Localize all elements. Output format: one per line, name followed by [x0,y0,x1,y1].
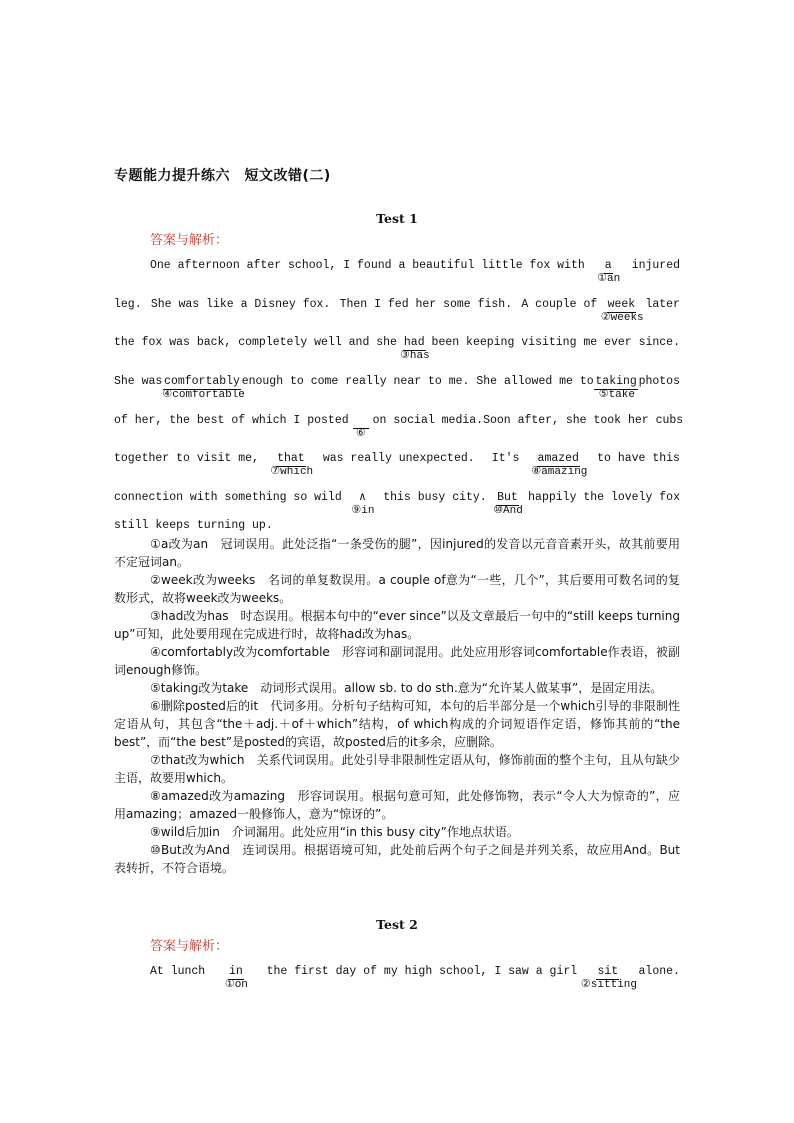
passage-text: She was like a Disney fox. [150,298,331,311]
correction-label: ③has [400,350,430,362]
passage-text: still keeps turning up. [114,519,273,532]
passage-text: She was [114,375,163,388]
passage-text: of her, the best of which I posted [114,414,349,427]
error-mark [493,491,523,517]
document-title: 专题能力提升练六 短文改错(二) [114,168,331,184]
correction-label: ⑦which [270,466,314,478]
error-mark [531,452,588,478]
passage-text: Soon after, she took her cubs [483,414,684,427]
passage-line [150,259,680,285]
error-mark [600,298,644,324]
passage-text: It's [491,452,520,465]
explanation-paragraph: ⑧amazed改为amazing 形容词误用。根据句意可知，此处修饰物，表示“令人大为惊奇的”，应用amazing；amazed一般修饰人，意为“惊讶的”。 [114,789,680,821]
passage-line [114,336,680,362]
passage-text: together to visit me, [114,452,259,465]
passage-line [150,965,680,991]
test1-answer-label: 答案与解析： [150,233,229,248]
explanation-paragraph: ⑨wild后加in 介词漏用。此处应用“in this busy city”作地点状语。 [150,825,519,839]
explanation-paragraph: ⑥删除posted后的it 代词多用。分析句子结构可知，本句的后半部分是一个which引导的非限制性定语从句，其包含“the＋adj.＋of＋which”结构，of which构成的介词短语作定语，修饰其前的“the best”，而“the best”是posted的宾语，故posted后的it多余，应删除。 [114,699,680,749]
passage-line [114,414,684,440]
correction-label: ⑧amazing [531,466,588,478]
passage-text: the first day of my high school, I saw a girl [266,965,578,978]
passage-text: been keeping visiting me ever since. [431,336,680,349]
passage-text: was really unexpected. [322,452,475,465]
explanation-paragraph: ⑦that改为which 关系代词误用。此处引导非限制性定语从句，修饰前面的整个主句，且从句缺少主语，故要用which。 [114,753,680,785]
passage-line [114,452,680,478]
correction-label: ⑥ [355,428,366,440]
error-mark [162,375,245,401]
passage-text: Then I fed her some fish. [339,298,513,311]
error-word: But [497,491,518,504]
test1-explanations [114,535,680,877]
error-word: taking [595,375,637,388]
error-mark [400,336,430,362]
passage-text: on social media. [372,414,484,427]
error-word: a [604,259,612,272]
correction-label: ⑤take [598,389,635,401]
error-mark [349,414,373,440]
error-word: that [277,452,305,465]
correction-label: ②sitting [580,979,638,991]
passage-text: happily the lovely fox [528,491,680,504]
explanation-paragraph: ⑩But改为And 连词误用。根据语境可知，此处前后两个句子之间是并列关系，故应用And。But表转折，不符合语境。 [114,843,680,875]
correction-label: ②weeks [600,312,644,324]
correction-label: ⑨in [351,505,375,517]
correction-label: ①on [224,979,248,991]
insert-caret: ∧ [359,491,366,504]
passage-text: A couple of [521,298,598,311]
correction-label: ⑩And [493,505,523,517]
passage-text: connection with something so wild [114,491,342,504]
correction-label: ①an [597,273,621,285]
passage-text: enough to come really near to me. She allowed me to [241,375,594,388]
error-word: amazed [537,452,579,465]
passage-line [114,375,680,401]
test1-heading: Test 1 [376,211,418,226]
explanation-paragraph: ④comfortably改为comfortable 形容词和副词混用。此处应用形容词comfortable作表语，被副词enough修饰。 [114,645,680,677]
explanation-paragraph: ②week改为weeks 名词的单复数误用。a couple of意为“一些，几个”，其后要用可数名词的复数形式，故将week改为weeks。 [114,573,680,605]
error-word: sit [597,965,619,978]
passage-text: to have this [597,452,680,465]
passage-text: At lunch [150,965,206,978]
explanation-paragraph: ⑤taking改为take 动词形式误用。allow sb. to do sth.意为“允许某人做某事”，是固定用法。 [150,681,663,695]
error-mark [580,965,638,991]
passage-text: photos [638,375,680,388]
error-word: comfortably [164,375,240,388]
passage-text: injured [631,259,680,272]
passage-text: alone. [638,965,680,978]
passage-text: later [645,298,680,311]
correction-label: ④comfortable [162,389,245,401]
test2-heading: Test 2 [376,917,418,932]
passage-line [114,491,680,517]
explanation-paragraph: ①a改为an 冠词误用。此处泛指“一条受伤的腿”，因injured的发音以元音音素开头，故其前要用不定冠词an。 [114,537,680,569]
error-mark [596,259,621,285]
error-mark [270,452,314,478]
passage-text: One afternoon after school, I found a beautiful little fox with [150,259,585,272]
error-word: in [229,965,243,978]
error-word: had [403,336,425,349]
passage-text: the fox was back, completely well and she [114,336,397,349]
passage-text: leg. [114,298,142,311]
error-word: week [607,298,636,311]
passage-line [114,298,680,324]
passage-text: this busy city. [383,491,487,504]
explanation-paragraph: ③had改为has 时态误用。根据本句中的“ever since”以及文章最后一句中的“still keeps turning up”可知，此处要用现在完成进行时，故将had改为has。 [114,609,680,641]
error-mark [350,491,375,517]
test2-answer-label: 答案与解析： [150,939,229,954]
error-mark [224,965,248,991]
error-mark [594,375,637,401]
